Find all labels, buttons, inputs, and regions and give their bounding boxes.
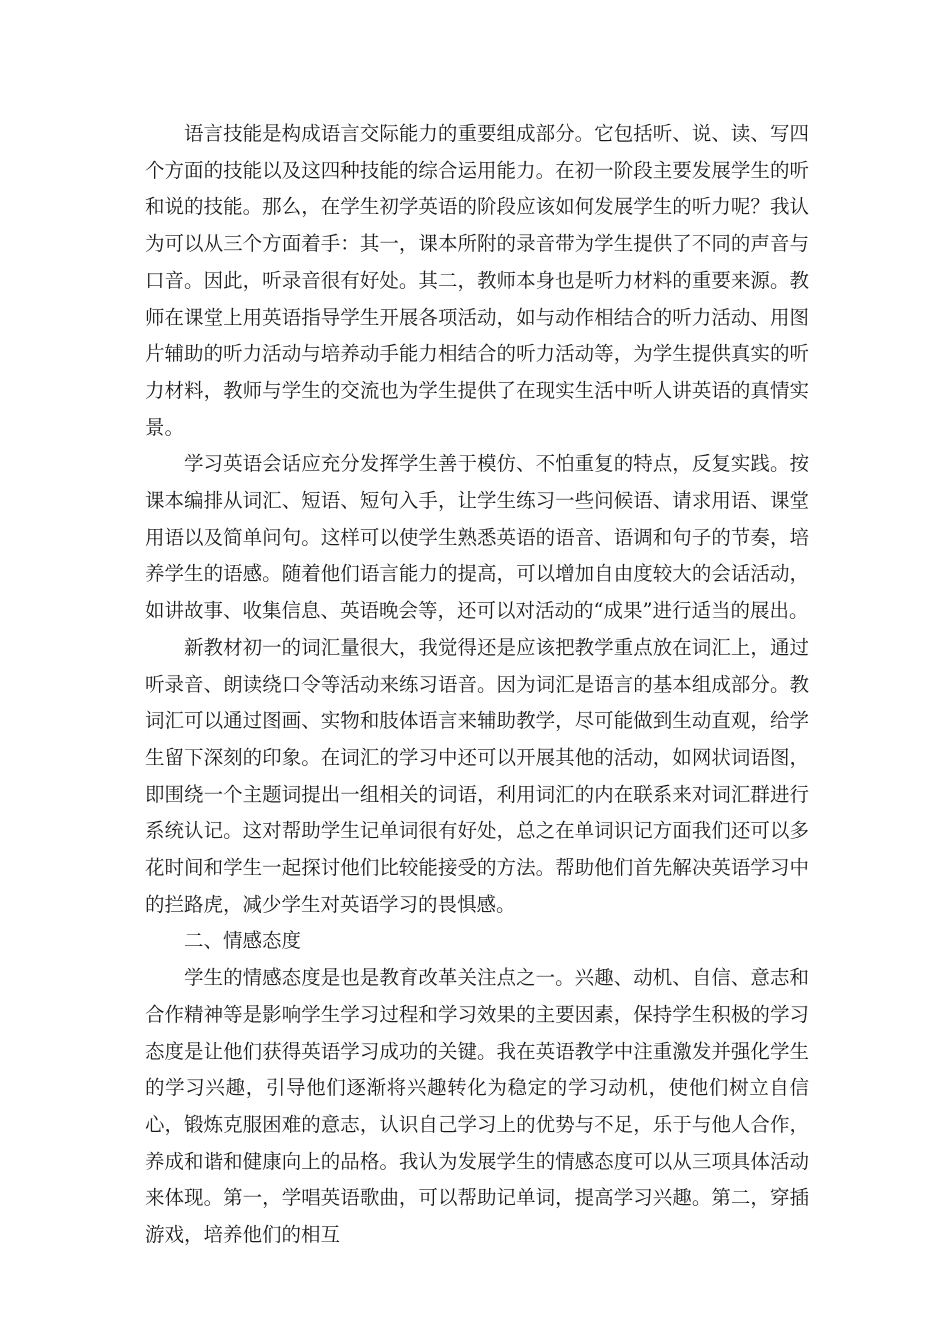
paragraph-language-skills: 语言技能是构成语言交际能力的重要组成部分。它包括听、说、读、写四个方面的技能以及这四种技能的综合运用能力。在初一阶段主要发展学生的听和说的技能。那么，在学生初学英语的阶段应该如何发展学生的听力呢？我认为可以从三个方面着手：其一，课本所附的录音带为学生提供了不同的声音与口音。因此，听录音很有好处。其二，教师本身也是听力材料的重要来源。教师在课堂上用英语指导学生开展各项活动，如与动作相结合的听力活动、用图片辅助的听力活动与培养动手能力相结合的听力活动等，为学生提供真实的听力材料，教师与学生的交流也为学生提供了在现实生活中听人讲英语的真情实景。 [145, 122, 809, 439]
document-body [145, 116, 809, 1254]
paragraph-vocabulary-teaching: 新教材初一的词汇量很大，我觉得还是应该把教学重点放在词汇上，通过听录音、朗读绕口令等活动来练习语音。因为词汇是语言的基本组成部分。教词汇可以通过图画、实物和肢体语言来辅助教学，尽可能做到生动直观，给学生留下深刻的印象。在词汇的学习中还可以开展其他的活动，如网状词语图，即围绕一个主题词提出一组相关的词语，利用词汇的内在联系来对词汇群进行系统认记。这对帮助学生记单词很有好处，总之在单词识记方面我们还可以多花时间和学生一起探讨他们比较能接受的方法。帮助他们首先解决英语学习中的拦路虎，减少学生对英语学习的畏惧感。 [145, 635, 809, 916]
paragraph-emotional-attitude: 学生的情感态度是也是教育改革关注点之一。兴趣、动机、自信、意志和合作精神等是影响学生学习过程和学习效果的主要因素，保持学生积极的学习态度是让他们获得英语学习成功的关键。我在英语教学中注重激发并强化学生的学习兴趣，引导他们逐渐将兴趣转化为稳定的学习动机，使他们树立自信心，锻炼克服困难的意志，认识自己学习上的优势与不足，乐于与他人合作，养成和谐和健康向上的品格。我认为发展学生的情感态度可以从三项具体活动来体现。第一，学唱英语歌曲，可以帮助记单词，提高学习兴趣。第二，穿插游戏，培养他们的相互 [145, 966, 809, 1247]
paragraph-conversation-practice: 学习英语会话应充分发挥学生善于模仿、不怕重复的特点，反复实践。按课本编排从词汇、短语、短句入手，让学生练习一些问候语、请求用语、课堂用语以及简单问句。这样可以使学生熟悉英语的语音、语调和句子的节奏，培养学生的语感。随着他们语言能力的提高，可以增加自由度较大的会话活动，如讲故事、收集信息、英语晚会等，还可以对活动的“成果”进行适当的展出。 [145, 452, 809, 623]
section-heading-emotional-attitude: 二、情感态度 [184, 929, 302, 953]
